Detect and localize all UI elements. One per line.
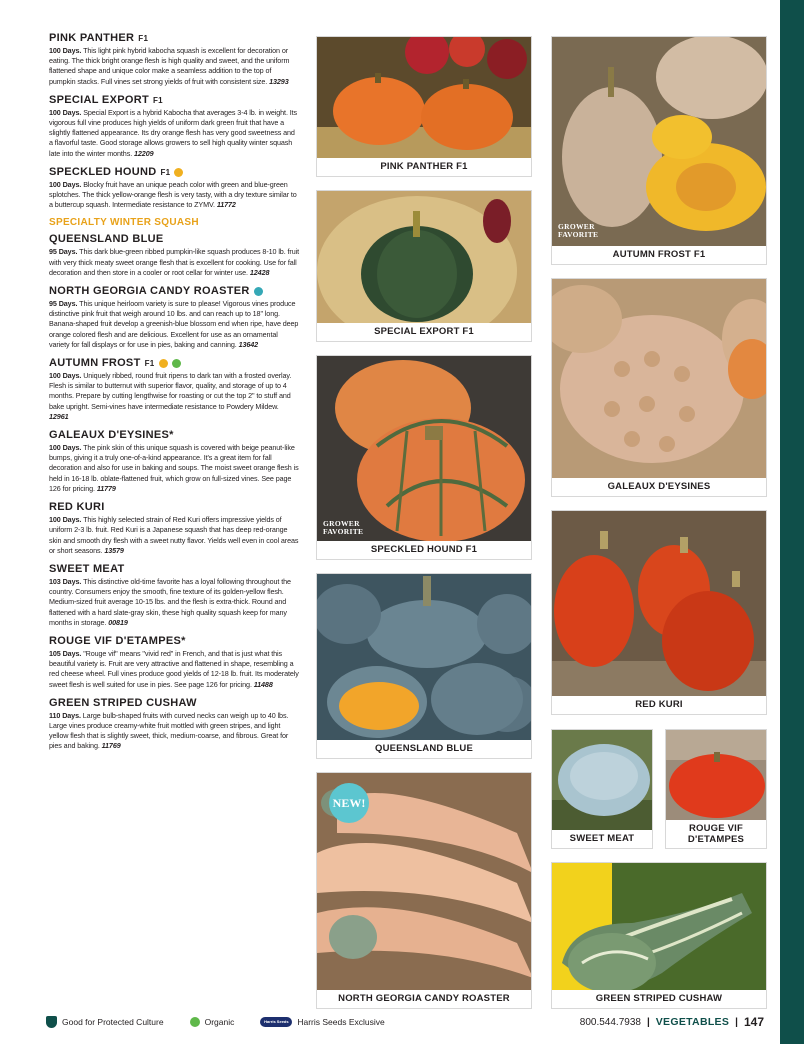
protected-culture-dot-icon xyxy=(174,168,183,177)
photo-rouge-vif-detampes xyxy=(665,729,767,849)
variety-name: GREEN STRIPED CUSHAW xyxy=(49,696,197,709)
photo-caption: AUTUMN FROST F1 xyxy=(552,246,766,264)
variety-description: "Rouge vif" means "vivid red" in French, and that is just what this beautiful variety is. Fruit are very attractive and flattened in shape, resembling a red cheese wheel. Full vines produce good yields of 12-18 lb. fruit. Its moderately sweet flesh is well suited for use in pies. See page 126 for pricing. xyxy=(49,648,299,689)
entry-green-striped-cushaw xyxy=(49,697,299,752)
brand-side-bar xyxy=(780,0,804,1044)
red-kuri-image xyxy=(552,511,767,715)
variety-name: SPECKLED HOUND xyxy=(49,165,157,178)
entry-north-georgia-candy-roaster xyxy=(49,285,299,350)
photo-caption: GALEAUX D'EYSINES xyxy=(552,478,766,496)
variety-name: RED KURI xyxy=(49,501,105,514)
f1-marker: F1 xyxy=(144,359,155,369)
f1-marker: F1 xyxy=(152,95,163,105)
variety-name: SPECIAL EXPORT xyxy=(49,93,149,106)
protected-culture-dot-icon xyxy=(159,359,168,368)
days-to-maturity: 100 Days. xyxy=(49,515,82,525)
variety-name: ROUGE VIF D'ETAMPES* xyxy=(49,634,186,647)
photo-special-export xyxy=(316,190,532,342)
item-code: 12209 xyxy=(134,148,154,158)
item-code: 13642 xyxy=(238,339,259,349)
item-code: 11488 xyxy=(253,679,273,689)
days-to-maturity: 100 Days. xyxy=(49,179,82,189)
days-to-maturity: 103 Days. xyxy=(49,576,82,586)
grower-favorite-badge: GROWER FAVORITE xyxy=(558,222,599,239)
variety-description: This light pink hybrid kabocha squash is excellent for decoration or eating. The thick bright orange flesh is high quality and sweet, and the uniform flattened shape and unique color make a seamless addition to the top of pumpkin stacks. Full vines set strong yields of fruit with consistent size. xyxy=(49,46,290,86)
days-to-maturity: 95 Days. xyxy=(49,299,78,309)
item-code: 00819 xyxy=(108,617,128,627)
item-code: 11769 xyxy=(101,741,121,751)
photo-caption: SPECKLED HOUND F1 xyxy=(317,541,531,559)
variety-name: GALEAUX D'EYSINES* xyxy=(49,429,174,442)
photo-red-kuri xyxy=(551,510,767,715)
days-to-maturity: 100 Days. xyxy=(49,443,82,453)
item-code: 12961 xyxy=(49,411,69,421)
entry-pink-panther xyxy=(49,32,299,87)
variety-description: The pink skin of this unique squash is covered with beige peanut-like bumps, giving it a truly one-of-a-kind appearance. It's a great item for fall decoration and also for use in baking and soups. The moist sweet orange flesh is held in 16-18 lb. oblate-flattened fruit, which grow on full-sized vines. See page 126 for pricing. xyxy=(49,443,299,493)
legend-organic: Organic xyxy=(190,1017,235,1027)
variety-name: AUTUMN FROST xyxy=(49,357,141,370)
item-code: 13293 xyxy=(269,76,289,86)
item-code: 13579 xyxy=(104,545,124,555)
days-to-maturity: 110 Days. xyxy=(49,710,81,720)
days-to-maturity: 100 Days. xyxy=(49,371,82,381)
special-export-image xyxy=(317,191,532,342)
pink-panther-image xyxy=(317,37,532,177)
entry-special-export xyxy=(49,94,299,159)
variety-name: QUEENSLAND BLUE xyxy=(49,233,164,246)
organic-icon xyxy=(190,1017,200,1027)
section-heading: SPECIALTY WINTER SQUASH xyxy=(49,217,199,229)
entry-galeaux-deysines xyxy=(49,429,299,494)
photo-caption: ROUGE VIF D'ETAMPES xyxy=(666,820,766,848)
item-code: 11779 xyxy=(96,483,116,493)
variety-name: SWEET MEAT xyxy=(49,562,125,575)
variety-description: Special Export is a hybrid Kabocha that averages 3-4 lb. in weight. Its vigorous full vine produces high yields of uniform dark green fruit that have a slightly flattened appearance. Its dry orange flesh has very good sweetness and a flavorful taste. Good storage allows growers to sell high quality winter squash late into the winter months. xyxy=(49,107,298,158)
page-footer xyxy=(46,1014,764,1034)
photo-north-georgia-candy-roaster xyxy=(316,772,532,1009)
variety-description: This highly selected strain of Red Kuri offers impressive yields of uniform 2-3 lb. fruit. Red Kuri is a Japanese squash that has deep red-orange skin and smooth dry flesh with a sweet nutty flavor. Yields well even in cool areas or short seasons. xyxy=(49,515,299,555)
photo-caption: NORTH GEORGIA CANDY ROASTER xyxy=(317,990,531,1008)
photo-caption: QUEENSLAND BLUE xyxy=(317,740,531,758)
photo-speckled-hound xyxy=(316,355,532,560)
legend-protected-culture: Good for Protected Culture xyxy=(46,1016,164,1028)
protected-culture-icon xyxy=(46,1016,57,1028)
variety-description: This distinctive old-time favorite has a loyal following throughout the country. Consumers enjoy the smooth, fine texture of its golden-yellow flesh. Medium-sized fruit average 10-15 lbs. and the flesh is extra-thick. Round and flattened with a hard slate-gray skin, these high quality squash keep for many months in storage. xyxy=(49,576,291,627)
grower-favorite-badge: GROWER FAVORITE xyxy=(323,519,364,536)
new-badge: NEW! xyxy=(329,783,369,823)
item-code: 11772 xyxy=(216,200,236,210)
page-info: 800.544.7938 | VEGETABLES | 147 xyxy=(579,1015,764,1029)
photo-queensland-blue xyxy=(316,573,532,759)
harris-exclusive-icon: Harris Seeds EXCLUSIVE xyxy=(260,1017,292,1027)
variety-description: Large bulb-shaped fruits with curved necks can weigh up to 40 lbs. Large vines produce creamy-white fruit mottled with green stripes, and light yellow flesh that is slightly sweet, thick, medium-coarse, and fibrous. Great for pies and baking. xyxy=(49,710,289,751)
photo-sweet-meat xyxy=(551,729,653,849)
page-number: 147 xyxy=(743,1015,764,1029)
variety-description: Blocky fruit have an unique peach color with green and blue-green splotches. The thick yellow-orange flesh is very tasty, with a dry texture similar to a buttercup squash. Intermediate resistance to ZYMV. xyxy=(49,179,297,210)
organic-dot-icon xyxy=(172,359,181,368)
days-to-maturity: 100 Days. xyxy=(49,107,82,117)
variety-name: PINK PANTHER xyxy=(49,32,135,44)
photo-galeaux-deysines xyxy=(551,278,767,497)
f1-marker: F1 xyxy=(138,34,149,43)
photo-pink-panther xyxy=(316,36,532,177)
variety-description: This unique heirloom variety is sure to please! Vigorous vines produce distinctive pink fruit that weigh around 10 lbs. and can reach up to 18" long. Banana-shaped fruit develop a greenish-blue blossom end when ripe, have deep orange colored flesh and are delicious. Excellent for use as an ornamental variety for fall displays or for use in pies, baking and canning. xyxy=(49,299,299,349)
entry-sweet-meat xyxy=(49,563,299,628)
variety-description: This dark blue-green ribbed pumpkin-like squash produces 8-10 lb. fruit with very thick meaty sweet orange flesh that is excellent for cooking. Use for fall decoration and then store in a cooler or root cellar for winter use. xyxy=(49,247,299,277)
days-to-maturity: 100 Days. xyxy=(49,46,82,55)
legend-exclusive: Harris Seeds EXCLUSIVE Harris Seeds Exclusive xyxy=(260,1017,384,1027)
entry-autumn-frost xyxy=(49,357,299,422)
variety-name: NORTH GEORGIA CANDY ROASTER xyxy=(49,285,250,298)
entry-speckled-hound xyxy=(49,166,299,211)
days-to-maturity: 105 Days. xyxy=(49,648,82,658)
f1-marker: F1 xyxy=(160,167,171,177)
days-to-maturity: 95 Days. xyxy=(49,247,78,257)
variety-description: Uniquely ribbed, round fruit ripens to dark tan with a frosted overlay. Flesh is similar to butternut with superior flavor, quality, and storage of up to 4 months. Prepare by cutting lengthwise for roasting or cut the top 2" to stuff and bake upright. Semi-vines have intermediate resistance to Powdery Mildew. xyxy=(49,371,292,411)
phone-number: 800.544.7938 xyxy=(579,1016,641,1028)
galeaux-deysines-image xyxy=(552,279,767,497)
category-label: VEGETABLES xyxy=(655,1016,730,1028)
photo-caption: PINK PANTHER F1 xyxy=(317,158,531,176)
variety-descriptions xyxy=(49,32,299,759)
photo-caption: GREEN STRIPED CUSHAW xyxy=(552,990,766,1008)
queensland-blue-image xyxy=(317,574,532,759)
exclusive-dot-icon xyxy=(254,287,263,296)
entry-red-kuri xyxy=(49,501,299,556)
entry-rouge-vif-detampes xyxy=(49,635,299,690)
photo-autumn-frost xyxy=(551,36,767,265)
photo-caption: SPECIAL EXPORT F1 xyxy=(317,323,531,341)
photo-caption: RED KURI xyxy=(552,696,766,714)
entry-queensland-blue xyxy=(49,233,299,278)
photo-green-striped-cushaw xyxy=(551,862,767,1009)
item-code: 12428 xyxy=(249,267,270,277)
green-striped-cushaw-image xyxy=(552,863,767,1009)
photo-caption: SWEET MEAT xyxy=(552,830,652,848)
